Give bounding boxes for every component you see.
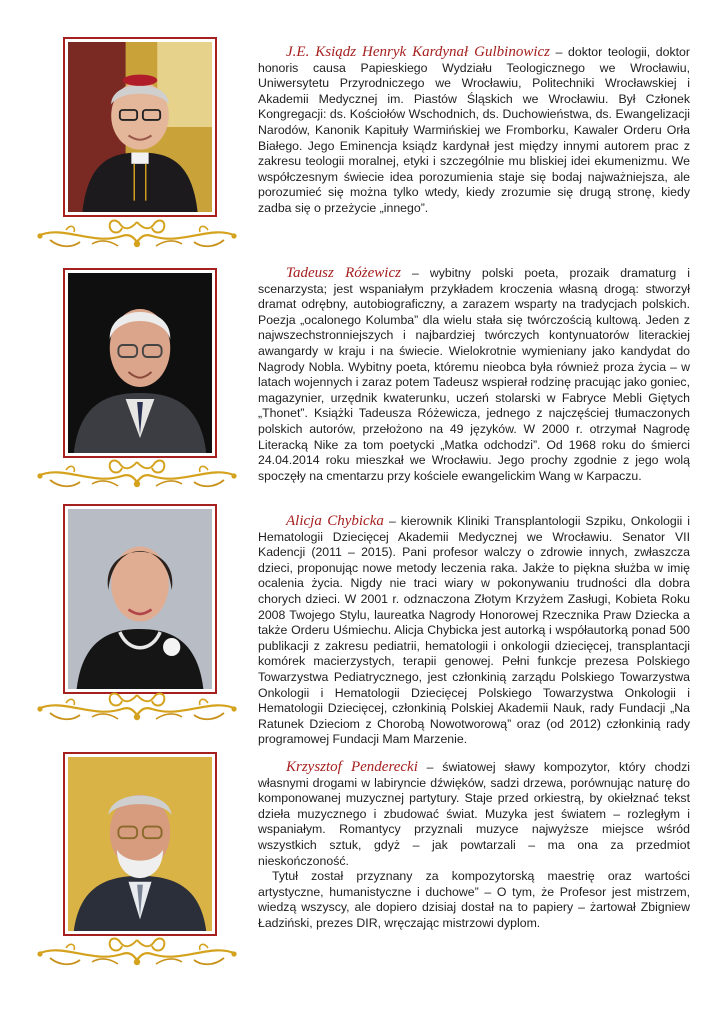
portrait-photo-composer bbox=[68, 757, 212, 931]
portrait-photo-poet bbox=[68, 273, 212, 453]
person-name: Tadeusz Różewicz bbox=[286, 265, 401, 281]
bio-body-paragraph-2: Tytuł został przyznany za kompozytorską maestrię oraz wartości artystyczne, humanistyczne i duchowe” – O tym, że Profesor jest mistrzem, wiedzą wszyscy, ale dopiero dzisiaj dostał na to papiery – żartował Zbigniew Ładziński, prezes DIR, wręczając mistrzowi dyplom. bbox=[258, 869, 690, 930]
portrait-photo-cardinal bbox=[68, 42, 212, 212]
portrait-frame bbox=[63, 752, 217, 936]
bio-body: – wybitny polski poeta, prozaik dramaturg i scenarzysta; jest wspaniałym przykładem kroczenia własną drogą: stworzył dramat odrębny, autobiograficzny, a zarazem wsparty na tradycjach polskich. Poezja „ocalonego Kolumba” dla wielu stała się twórczością kultową. Jeden z najwszechstronniejszych i najbardziej twórczych kontynuatorów literackiej awangardy w kraju i na świecie. Wielokrotnie wymieniany jako kandydat do Nagrody Nobla. Wybitny poeta, któremu nieobca była również proza życia – w latach wojennych i zaraz potem Tadeusz wspierał rodzinę pracując jako goniec, magazynier, urzędnik kwaterunku, uczeń stolarski w Fabryce Mebli Giętych „Thonet”. Książki Tadeusza Różewicza, jednego z najczęściej tłumaczonych polskich autorów, przełożono na 49 języków. W 2000 r. otrzymał Nagrodę Literacką Nike za tom poetycki „Matka odchodzi”. Od 1968 roku do śmierci 24.04.2014 roku mieszkał we Wrocławiu. Jego prochy zgodnie z jego wolą spoczęły na cmentarzu przy kościele ewangelickim Wang w Karpaczu. bbox=[258, 266, 690, 483]
gold-ornament-divider bbox=[32, 216, 242, 252]
bio-body: – światowej sławy kompozytor, który chodzi własnymi drogami w labiryncie dźwięków, sadzi drzewa, porównując naturę do komponowanej muzycznej partytury. Staje przed orkiestrą, by okiełznać tekst dzieła muzycznego i zbudować świat. Muzyka jest światem – rozległym i wspaniałym. Romantycy przyznali muzyce najwyższe miejsce wśród wszystkich sztuk, gdyż – jak powtarzali – ma ona za przedmiot nieskończoność. bbox=[258, 760, 690, 868]
bio-text bbox=[258, 45, 690, 217]
portrait-photo-senator bbox=[68, 509, 212, 689]
portrait-frame bbox=[63, 268, 217, 458]
person-name: J.E. Ksiądz Henryk Kardynał Gulbinowicz bbox=[286, 44, 550, 60]
person-name: Alicja Chybicka bbox=[286, 513, 384, 529]
person-name: Krzysztof Penderecki bbox=[286, 759, 418, 775]
gold-ornament-divider bbox=[32, 934, 242, 970]
bio-body: – doktor teologii, doktor honoris causa Papieskiego Wydziału Teologicznego we Wrocławiu, Uniwersytetu Przyrodniczego we Wrocławiu, Politechniki Wrocławskiej i Akademii Medycznej im. Piastów Śląskich we Wrocławiu. Był Członek Kongregacji: ds. Kościołów Wschodnich, ds. Duchowieństwa, ds. Ewangelizacji Narodów, Kanonik Kapituły Warmińskiej we Fromborku, Kawaler Orderu Orła Białego. Jego Eminencja ksiądz kardynał jest między innymi autorem prac z zakresu teologii moralnej, etyki i szczególnie mu bliskiej idei ekumenizmu. We współczesnym świecie idea porozumienia staje się bodaj najważniejsza, ale porozumieć się można tylko wtedy, kiedy zrozumie się drugą stronę, kiedy zadba się o przeżycie „innego”. bbox=[258, 45, 690, 215]
bio-body: – kierownik Kliniki Transplantologii Szpiku, Onkologii i Hematologii Dziecięcej Akademii Medycznej we Wrocławiu. Senator VII Kadencji (2011 – 2015). Pani profesor walczy o zdrowie innych, zwłaszcza dzieci, proponując nowe metody leczenia raka. Jakże to piękna służba w imię ocalenia życia. Nigdy nie traci wiary w pokonywaniu trudności dla dobra chorych dzieci. W 2001 r. odznaczona Złotym Krzyżem Zasługi, Kobieta Roku 2008 Twojego Stylu, laureatka Nagrody Honorowej Rzecznika Praw Dziecka a także Orderu Uśmiechu. Alicja Chybicka jest autorką i współautorką ponad 500 publikacji z zakresu pediatrii, hematologii i onkologii dziecięcej, transplantacji komórek macierzystych, terapii genowej. Pełni funkcje prezesa Polskiego Towarzystwa Pediatrycznego, jest członkinią zarządu Polskiego Towarzystwa Onkologii i Hematologii Dziecięcej Polskiego Towarzystwa Onkologii i Hematologii Dziecięcej, członkinią Polskiej Akademii Nauk, rady Fundacji „Na Ratunek Dzieciom z Chorobą Nowotworową” oraz (od 2012) członkinią rady programowej Fundacji Mam Marzenie. bbox=[258, 514, 690, 747]
portrait-frame bbox=[63, 504, 217, 694]
bio-text bbox=[258, 514, 690, 748]
gold-ornament-divider bbox=[32, 456, 242, 492]
portrait-frame bbox=[63, 37, 217, 217]
gold-ornament-divider bbox=[32, 689, 242, 725]
bio-text bbox=[258, 760, 690, 932]
bio-text bbox=[258, 266, 690, 484]
